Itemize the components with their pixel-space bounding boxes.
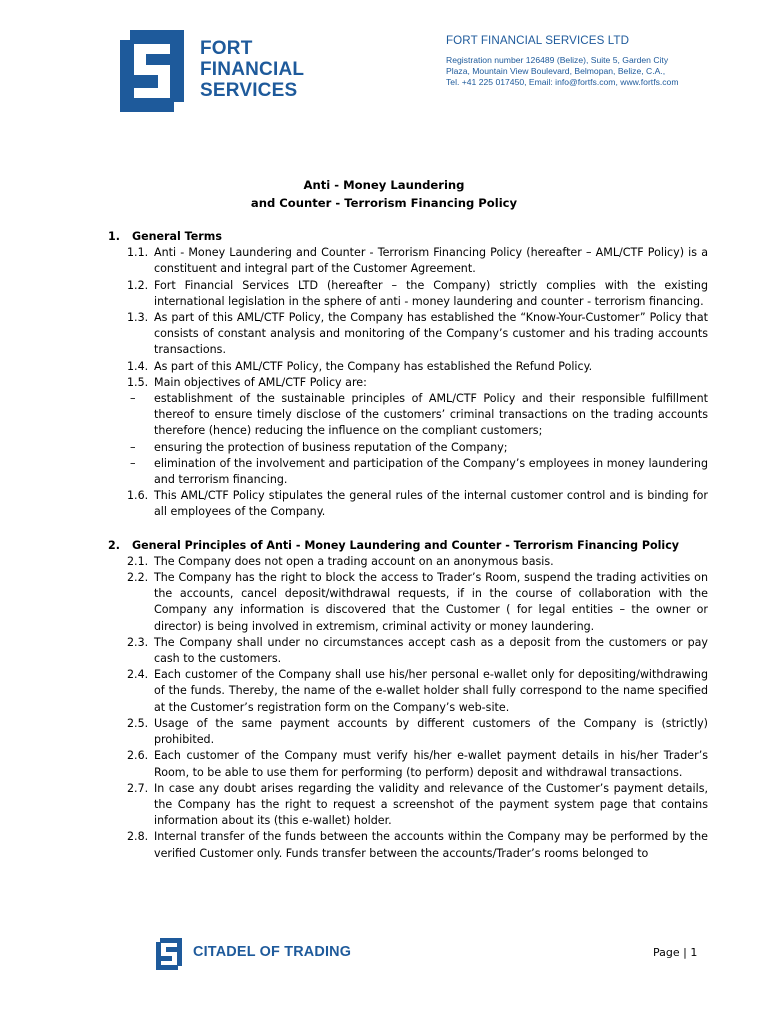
clause-text: The Company shall under no circumstances accept cash as a deposit from the customers or pay cash to the customers. — [154, 635, 708, 666]
clause — [108, 359, 708, 375]
clause-text: The Company has the right to block the access to Trader’s Room, suspend the trading activities on the accounts, cancel deposit/withdrawal requests, if in the course of collaboration with the Company any information is discovered that the Customer ( for legal entities – the owner or director) is being involved in extremism, criminal activity or money laundering. — [154, 571, 708, 633]
clause-text: Anti - Money Laundering and Counter - Terrorism Financing Policy (hereafter – AML/CTF Policy) is a constituent and integral part of the Customer Agreement. — [154, 246, 708, 276]
company-registration — [446, 55, 716, 88]
section-title: General Terms — [132, 230, 222, 243]
company-logo — [120, 30, 325, 112]
clause — [108, 488, 708, 520]
clause-text: Fort Financial Services LTD (hereafter – the Company) strictly complies with the existing international legislation in the sphere of anti - money laundering and counter - terrorism financing. — [154, 278, 708, 308]
document-title — [0, 176, 768, 212]
logo-line: SERVICES — [200, 80, 298, 101]
clause-text: The Company does not open a trading account on an anonymous basis. — [154, 554, 554, 568]
document-body — [108, 229, 708, 862]
clause-number: 2.6. — [127, 749, 149, 763]
clause-number: 1.1. — [127, 246, 149, 260]
section-title: General Principles of Anti - Money Laundering and Counter - Terrorism Financing Policy — [132, 538, 680, 552]
clause-number: 2.3. — [127, 635, 149, 649]
clause — [108, 829, 708, 861]
clause — [108, 570, 708, 635]
clause — [108, 375, 708, 391]
logo-wordmark — [200, 38, 304, 101]
page-number: Page | 1 — [653, 946, 698, 959]
logo-line: FORT — [200, 38, 253, 59]
clause — [108, 667, 708, 716]
clause — [108, 554, 708, 570]
clause-number: 2.2. — [127, 571, 149, 585]
clause-text: Internal transfer of the funds between the accounts within the Company may be performed by the verified Customer only. Funds transfer between the accounts/Trader’s rooms belonged to — [154, 830, 708, 860]
bullet-text: elimination of the involvement and participation of the Company’s employees in money laundering and terrorism financing. — [154, 456, 708, 487]
registration-line: Registration number 126489 (Belize), Suite 5, Garden City — [446, 55, 669, 65]
clause-number: 2.1. — [127, 554, 149, 568]
clause — [108, 635, 708, 667]
section-heading — [108, 229, 708, 245]
citadel-logo-icon — [156, 938, 182, 970]
bullet-item — [108, 391, 708, 440]
clause — [108, 278, 708, 310]
bullet-dash: – — [130, 392, 136, 406]
clause-text: As part of this AML/CTF Policy, the Company has established the Refund Policy. — [154, 359, 593, 373]
bullet-item — [108, 440, 708, 456]
clause — [108, 716, 708, 748]
section-heading — [108, 538, 708, 554]
clause-number: 1.4. — [127, 359, 149, 373]
clause — [108, 245, 708, 277]
clause-number: 2.4. — [127, 668, 149, 682]
clause-number: 2.5. — [127, 716, 149, 730]
registration-line: Plaza, Mountain View Boulevard, Belmopan, Belize, C.A., — [446, 66, 666, 76]
clause-text: Main objectives of AML/CTF Policy are: — [154, 375, 367, 389]
bullet-text: establishment of the sustainable principles of AML/CTF Policy and their responsible fulfillment thereof to ensure timely disclose of the customers’ criminal transactions on the trading accounts therefore (hence) reducing the influence on the compliant customers; — [154, 392, 708, 438]
clause-text: Each customer of the Company shall use his/her personal e-wallet only for depositing/withdrawing of the funds. Thereby, the name of the e-wallet holder shall fully correspond to the name specified at the Customer’s registration form on the Company’s web-site. — [154, 668, 708, 714]
clause — [108, 781, 708, 830]
clause-number: 2.7. — [127, 781, 149, 795]
footer-brand: CITADEL OF TRADING — [193, 944, 352, 960]
fort-logo-icon — [120, 30, 184, 112]
clause-number: 1.3. — [127, 311, 149, 325]
clause-text: Usage of the same payment accounts by different customers of the Company is (strictly) prohibited. — [154, 716, 708, 747]
clause-text: This AML/CTF Policy stipulates the general rules of the internal customer control and is binding for all employees of the Company. — [154, 489, 708, 519]
title-line-2: and Counter - Terrorism Financing Policy — [250, 196, 518, 210]
company-name: FORT FINANCIAL SERVICES LTD — [446, 34, 630, 47]
section-number: 2. — [108, 538, 120, 552]
clause — [108, 310, 708, 359]
section-spacer — [108, 521, 708, 538]
bullet-dash: – — [130, 440, 136, 454]
clause-number: 2.8. — [127, 830, 149, 844]
title-line-1: Anti - Money Laundering — [303, 178, 465, 192]
bullet-dash: – — [130, 456, 136, 470]
clause-number: 1.2. — [127, 278, 149, 292]
clause-text: As part of this AML/CTF Policy, the Company has established the “Know-Your-Customer” Policy that consists of constant analysis and monitoring of the Company’s customer and his trading accounts transactions. — [154, 311, 708, 357]
clause-number: 1.6. — [127, 489, 149, 503]
bullet-text: ensuring the protection of business reputation of the Company; — [154, 440, 508, 454]
logo-line: FINANCIAL — [200, 59, 305, 80]
clause-number: 1.5. — [127, 375, 149, 389]
registration-line: Tel. +41 225 017450, Email: info@fortfs.com, www.fortfs.com — [446, 77, 679, 87]
clause — [108, 748, 708, 780]
section-number: 1. — [108, 230, 120, 243]
clause-text: Each customer of the Company must verify his/her e-wallet payment details in his/her Trader’s Room, to be able to use them for performing (to perform) deposit and withdrawal transactions. — [154, 749, 708, 779]
company-info — [446, 34, 716, 88]
clause-text: In case any doubt arises regarding the validity and relevance of the Customer’s payment details, the Company has the right to request a screenshot of the payment system page that contains information about its (this e-wallet) holder. — [154, 781, 708, 828]
bullet-item — [108, 456, 708, 488]
